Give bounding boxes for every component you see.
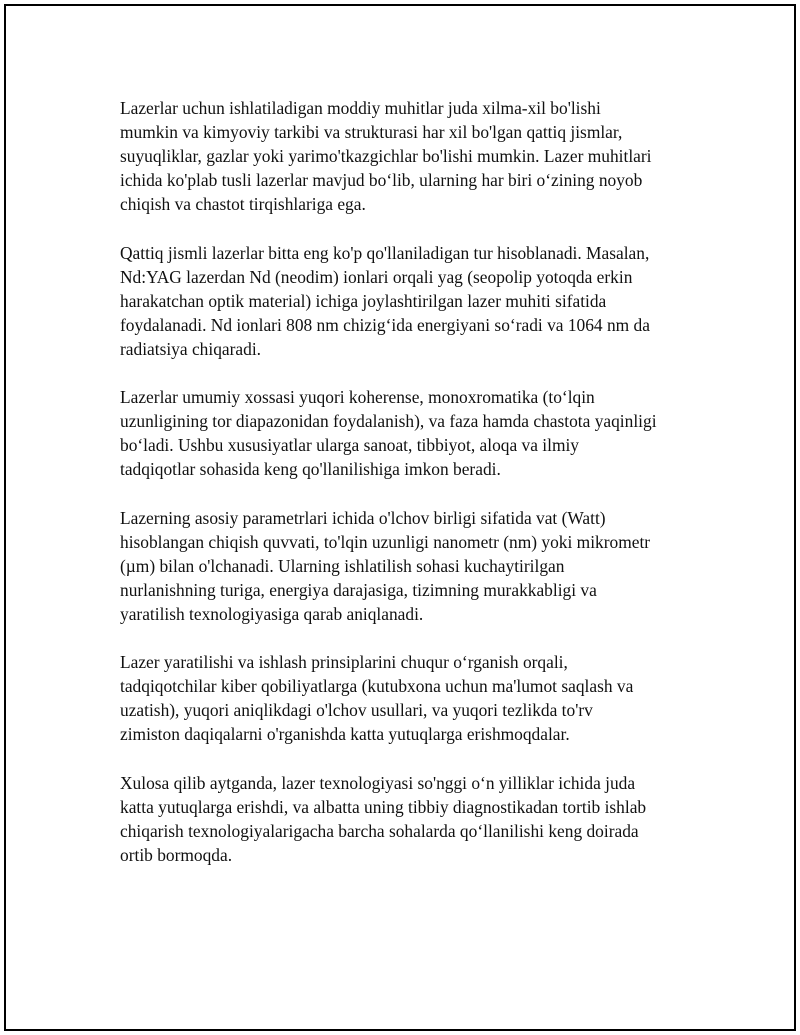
paragraph-4 [120, 506, 700, 626]
text-line: nurlanishning turiga, energiya darajasiga, tizimning murakkabligi va [120, 579, 597, 600]
text-line: Xulosa qilib aytganda, lazer texnologiyasi so'nggi o‘n yilliklar ichida juda [120, 772, 636, 793]
text-line: bo‘ladi. Ushbu xususiyatlar ularga sanoat, tibbiyot, aloqa va ilmiy [120, 435, 580, 456]
text-line: hisoblangan chiqish quvvati, to'lqin uzunligi nanometr (nm) yoki mikrometr [120, 531, 651, 552]
text-line: Qattiq jismli lazerlar bitta eng ko'p qo'llaniladigan tur hisoblanadi. Masalan, [120, 242, 650, 263]
paragraph-5 [120, 650, 700, 746]
paragraph-2 [120, 241, 700, 361]
document-body [120, 96, 700, 891]
text-line: ichida ko'plab tusli lazerlar mavjud bo‘lib, ularning har biri o‘zining noyob [120, 170, 643, 191]
text-line: Lazer yaratilishi va ishlash prinsiplarini chuqur o‘rganish orqali, [120, 652, 568, 673]
text-line: zimiston daqiqalarni o'rganishda katta yutuqlarga erishmoqdalar. [120, 724, 570, 745]
paragraph-3 [120, 385, 700, 481]
text-line: foydalanadi. Nd ionlari 808 nm chizig‘ida energiyani so‘radi va 1064 nm da [120, 314, 650, 335]
text-line: suyuqliklar, gazlar yoki yarimo'tkazgichlar bo'lishi mumkin. Lazer muhitlari [120, 146, 652, 167]
paragraph-1 [120, 96, 700, 216]
text-line: tadqiqotlar sohasida keng qo'llanilishiga imkon beradi. [120, 459, 501, 480]
text-line: harakatchan optik material) ichiga joylashtirilgan lazer muhiti sifatida [120, 290, 607, 311]
text-line: yaratilish texnologiyasiga qarab aniqlanadi. [120, 603, 424, 624]
text-line: chiqish va chastot tirqishlariga ega. [120, 194, 366, 215]
text-line: Lazerlar umumiy xossasi yuqori koherense, monoxromatika (to‘lqin [120, 387, 595, 408]
text-line: Lazerning asosiy parametrlari ichida o'lchov birligi sifatida vat (Watt) [120, 507, 606, 528]
text-line: tadqiqotchilar kiber qobiliyatlarga (kutubxona uchun ma'lumot saqlash va [120, 676, 634, 697]
text-line: ortib bormoqda. [120, 844, 233, 865]
text-line: katta yutuqlarga erishdi, va albatta uning tibbiy diagnostikadan tortib ishlab [120, 796, 647, 817]
text-line: chiqarish texnologiyalarigacha barcha sohalarda qo‘llanilishi keng doirada [120, 820, 639, 841]
text-line: Nd:YAG lazerdan Nd (neodim) ionlari orqali yag (seopolip yotoqda erkin [120, 266, 633, 287]
text-line: mumkin va kimyoviy tarkibi va strukturasi har xil bo'lgan qattiq jismlar, [120, 122, 623, 143]
document-page [4, 4, 796, 1031]
text-line: (µm) bilan o'lchanadi. Ularning ishlatilish sohasi kuchaytirilgan [120, 555, 565, 576]
text-line: uzatish), yuqori aniqlikdagi o'lchov usullari, va yuqori tezlikda to'rv [120, 700, 593, 721]
text-line: radiatsiya chiqaradi. [120, 338, 261, 359]
paragraph-6 [120, 771, 700, 867]
text-line: Lazerlar uchun ishlatiladigan moddiy muhitlar juda xilma-xil bo'lishi [120, 98, 601, 118]
text-line: uzunligining tor diapazonidan foydalanish), va faza hamda chastota yaqinligi [120, 411, 657, 432]
